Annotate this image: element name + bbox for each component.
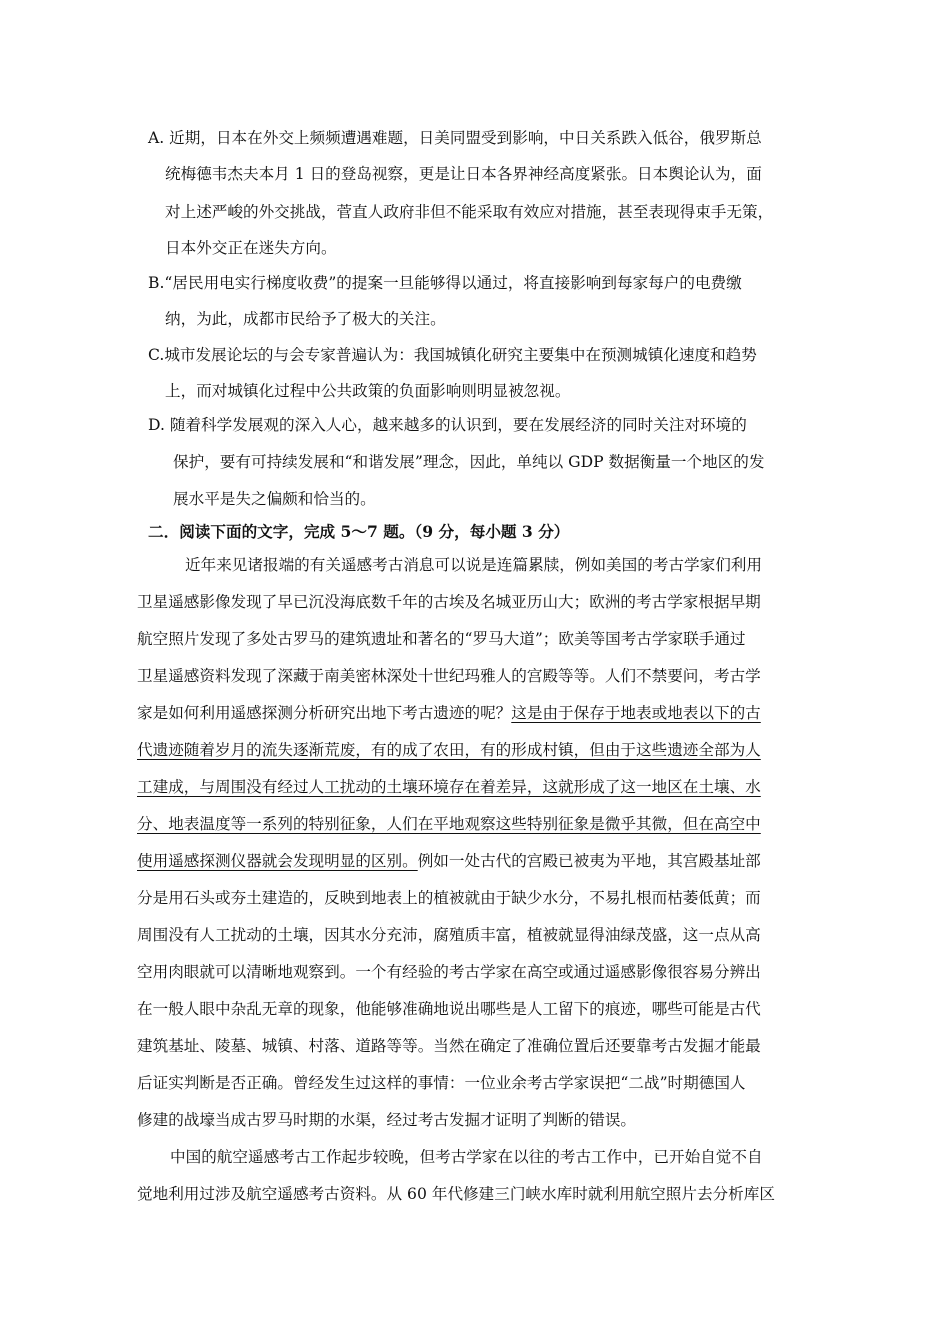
option-a-line-1: A. 近期，日本在外交上频频遭遇难题，日美同盟受到影响，中日关系跌入低谷，俄罗斯总 bbox=[148, 129, 762, 147]
underlined-passage-line: 分、地表温度等一系列的特别征象，人们在平地观察这些特别征象是微乎其微，但在高空中 bbox=[137, 815, 761, 833]
option-d-line-3: 展水平是失之偏颇和恰当的。 bbox=[173, 490, 376, 508]
option-a-line-4: 日本外交正在迷失方向。 bbox=[165, 239, 337, 257]
passage-line: 卫星遥感影像发现了早已沉没海底数千年的古埃及名城亚历山大；欧洲的考古学家根据早期 bbox=[137, 593, 761, 611]
option-c-line-1: C.城市发展论坛的与会专家普遍认为：我国城镇化研究主要集中在预测城镇化速度和趋势 bbox=[148, 346, 757, 364]
passage-text: 家是如何利用遥感探测分析研究出地下考古遗迹的呢？ bbox=[137, 704, 512, 722]
passage-line bbox=[137, 849, 761, 873]
option-a-line-2: 统梅德韦杰夫本月 1 日的登岛视察，更是让日本各界神经高度紧张。日本舆论认为，面 bbox=[165, 165, 762, 183]
option-b-line-2: 纳，为此，成都市民给予了极大的关注。 bbox=[165, 310, 446, 328]
passage-line bbox=[137, 701, 761, 725]
underlined-text: 使用遥感探测仪器就会发现明显的区别。 bbox=[137, 852, 418, 870]
passage-line: 周围没有人工扰动的土壤，因其水分充沛，腐殖质丰富，植被就显得油绿茂盛，这一点从高 bbox=[137, 926, 761, 944]
underlined-passage-line: 代遗迹随着岁月的流失逐渐荒废，有的成了农田，有的形成村镇，但由于这些遗迹全部为人 bbox=[137, 741, 761, 759]
passage-line: 近年来见诸报端的有关遥感考古消息可以说是连篇累牍，例如美国的考古学家们利用 bbox=[185, 556, 762, 574]
passage-line: 在一般人眼中杂乱无章的现象，他能够准确地说出哪些是人工留下的痕迹，哪些可能是古代 bbox=[137, 1000, 761, 1018]
underlined-passage-line: 工建成，与周围没有经过人工扰动的土壤环境存在着差异，这就形成了这一地区在土壤、水 bbox=[137, 778, 761, 796]
passage-line: 航空照片发现了多处古罗马的建筑遗址和著名的“罗马大道”；欧美等国考古学家联手通过 bbox=[137, 630, 746, 648]
passage-line: 空用肉眼就可以清晰地观察到。一个有经验的考古学家在高空或通过遥感影像很容易分辨出 bbox=[137, 963, 761, 981]
passage-text: 例如一处古代的宫殿已被夷为平地，其宫殿基址部 bbox=[417, 852, 761, 870]
passage-line: 修建的战壕当成古罗马时期的水渠，经过考古发掘才证明了判断的错误。 bbox=[137, 1111, 637, 1129]
passage-line: 觉地利用过涉及航空遥感考古资料。从 60 年代修建三门峡水库时就利用航空照片去分析库区 bbox=[137, 1185, 775, 1203]
passage-line: 分是用石头或夯土建造的，反映到地表上的植被就由于缺少水分，不易扎根而枯萎低黄；而 bbox=[137, 889, 761, 907]
section-heading: 二．阅读下面的文字，完成 5～7 题。（9 分，每小题 3 分） bbox=[148, 522, 570, 541]
underlined-text: 这是由于保存于地表或地表以下的古 bbox=[511, 704, 761, 722]
option-d-line-2: 保护，要有可持续发展和“和谐发展”理念，因此，单纯以 GDP 数据衡量一个地区的发 bbox=[173, 453, 765, 471]
option-d-line-1: D. 随着科学发展观的深入人心，越来越多的认识到，要在发展经济的同时关注对环境的 bbox=[148, 416, 747, 434]
option-a-line-3: 对上述严峻的外交挑战，菅直人政府非但不能采取有效应对措施，甚至表现得束手无策， bbox=[165, 203, 774, 221]
passage-line: 后证实判断是否正确。曾经发生过这样的事情：一位业余考古学家误把“二战”时期德国人 bbox=[137, 1074, 746, 1092]
option-b-line-1: B.“居民用电实行梯度收费”的提案一旦能够得以通过，将直接影响到每家每户的电费缴 bbox=[148, 274, 742, 292]
option-c-line-2: 上，而对城镇化过程中公共政策的负面影响则明显被忽视。 bbox=[165, 382, 571, 400]
passage-line: 建筑基址、陵墓、城镇、村落、道路等等。当然在确定了准确位置后还要靠考古发掘才能最 bbox=[137, 1037, 761, 1055]
passage-line: 卫星遥感资料发现了深藏于南美密林深处十世纪玛雅人的宫殿等等。人们不禁要问，考古学 bbox=[137, 667, 761, 685]
passage-line: 中国的航空遥感考古工作起步较晚，但考古学家在以往的考古工作中，已开始自觉不自 bbox=[170, 1148, 763, 1166]
